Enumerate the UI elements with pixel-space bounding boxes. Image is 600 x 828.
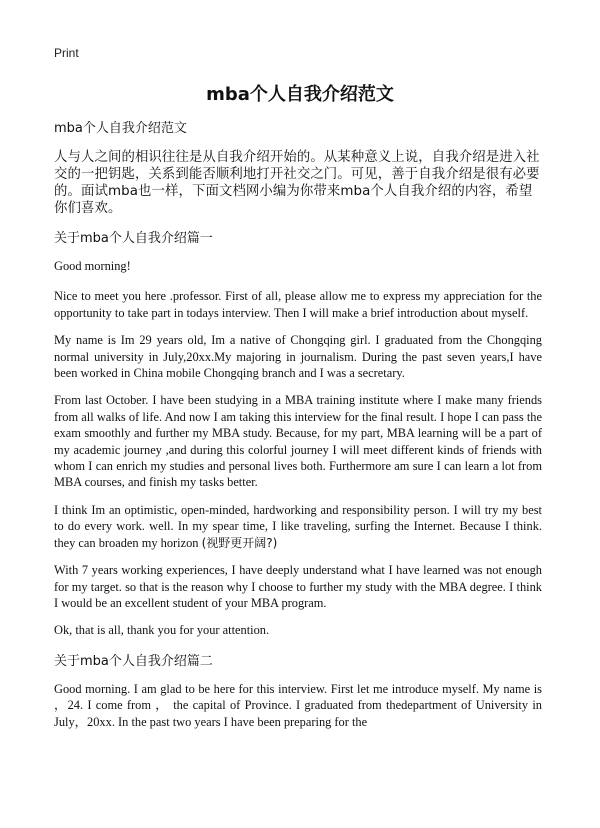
paragraph-7: Good morning. I am glad to be here for this interview. First let me introduce myself. My name is ，24. I come from ， the capital of Province. I graduated from thedepartment of University in July，20xx. In the past two years I have been preparing for the <box>54 681 542 729</box>
paragraph-4-cn-note: (视野更开阔?) <box>201 535 278 550</box>
document-body <box>54 120 542 741</box>
print-link[interactable]: Print <box>54 46 79 60</box>
paragraph-5: With 7 years working experiences, I have deeply understand what I have learned was not enough for my target. so that is the reason why I choose to further my study with the MBA degree. I think I would be an excellent student of your MBA program. <box>54 563 542 610</box>
document-subtitle: mba个人自我介绍范文 <box>54 121 187 136</box>
paragraph-4-text: I think Im an optimistic, open-minded, hardworking and responsibility person. I will try my best to do every work. well. In my spear time, I like traveling, surfing the Internet. Because I think. they can broaden my horizon <box>54 502 542 550</box>
section-heading-2: 关于mba个人自我介绍篇二 <box>54 653 213 669</box>
section-heading-1: 关于mba个人自我介绍篇一 <box>54 231 213 246</box>
document-title: mba个人自我介绍范文 <box>206 84 394 105</box>
greeting-paragraph: Good morning! <box>54 259 131 273</box>
paragraph-1: Nice to meet you here .professor. First of all, please allow me to express my appreciation for the opportunity to take part in todays interview. Then I will make a brief introduction about myself. <box>54 289 542 320</box>
paragraph-2: My name is Im 29 years old, Im a native of Chongqing girl. I graduated from the Chongqing normal university in July,20xx.My majoring in journalism. During the past seven years,I have been worked in China mobile Chongqing branch and I was a secretary. <box>54 333 542 381</box>
paragraph-3: From last October. I have been studying in a MBA training institute where I make many friends from all walks of life. And now I am taking this interview for the final result. I hope I can pass the exam smoothly and further my MBA study. Because, for my part, MBA learning will be a part of my academic journey ,and during this colorful journey I will meet different kinds of friends with whom I can enrich my studies and personal lives both. Furthermore am sure I can learn a lot from MBA courses, and finish my tasks better. <box>54 393 542 490</box>
intro-paragraph: 人与人之间的相识往往是从自我介绍开始的。从某种意义上说，自我介绍是进入社交的一把钥匙，关系到能否顺利地打开社交之门。可见，善于自我介绍是很有必要的。面试mba也一样，下面文档网小编为你带来mba个人自我介绍的内容，希望你们喜欢。 <box>54 150 540 216</box>
paragraph-4 <box>54 502 542 551</box>
paragraph-6: Ok, that is all, thank you for your attention. <box>54 623 270 638</box>
